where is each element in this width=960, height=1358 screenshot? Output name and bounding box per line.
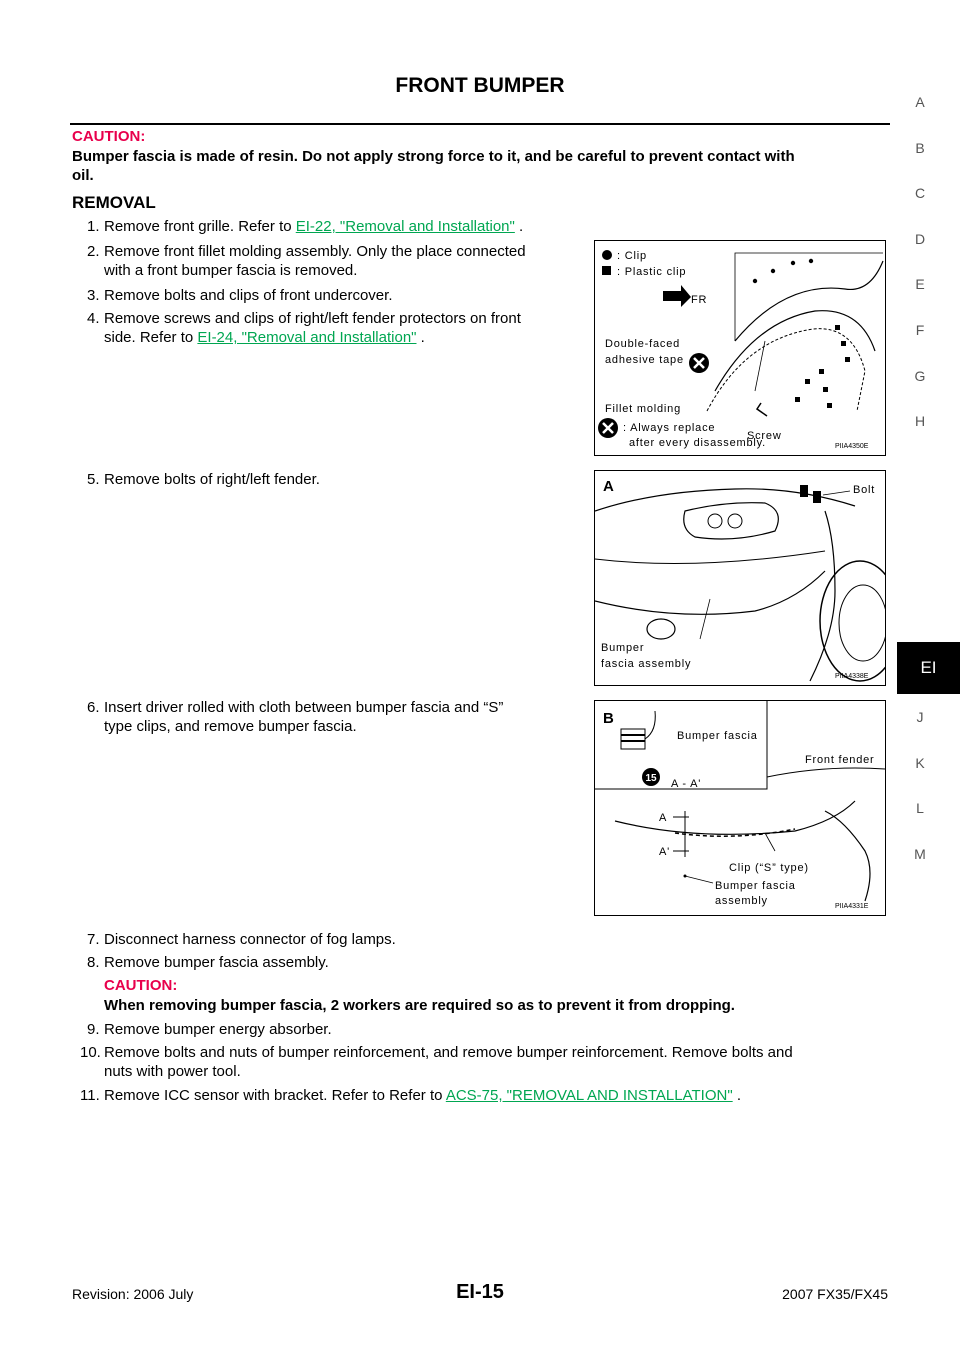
fillet-label: Fillet molding [605, 403, 682, 415]
bumper-outline [595, 571, 825, 614]
figure-id: PIIA4338E [835, 673, 869, 680]
figure-id: PIIA4331E [835, 903, 869, 910]
step-number: 2. [87, 243, 100, 260]
fender-label: Front fender [805, 754, 875, 766]
bolt-label: Bolt [853, 484, 876, 496]
step-number: 11. [80, 1087, 100, 1104]
bumper-label-line2: fascia assembly [601, 658, 692, 670]
screw-label: Screw [747, 430, 782, 442]
step-text: Remove bumper fascia assembly. [104, 954, 329, 971]
sidebar-tab-d[interactable]: D [914, 231, 926, 247]
ref-link-acs-75[interactable]: ACS-75, "REMOVAL AND INSTALLATION" [445, 1087, 733, 1104]
step-8 [87, 953, 787, 973]
figure-s-type-clips [594, 700, 886, 916]
sidebar-tab-ei[interactable]: EI [897, 642, 960, 694]
step-text: Disconnect harness connector of fog lamps. [104, 931, 396, 948]
step-3 [87, 286, 587, 306]
step-text-end: . [416, 329, 425, 346]
figure-letter: A [603, 478, 614, 495]
step-6 [87, 698, 587, 738]
sidebar-tab-j[interactable]: J [916, 709, 924, 725]
step-5 [87, 470, 567, 490]
wheel-arch [715, 311, 875, 391]
section-a: A [659, 812, 668, 824]
sidebar-tab-k[interactable]: K [915, 755, 925, 771]
step-text-end: . [514, 218, 524, 235]
section-a-prime: A' [659, 846, 671, 858]
caution-label: CAUTION: [104, 977, 178, 994]
step-number: 3. [87, 287, 100, 304]
wheel [820, 561, 885, 681]
step-text: side. Refer to [104, 329, 198, 346]
assembly-label-line2: assembly [715, 895, 768, 907]
caution-label: CAUTION: [72, 128, 146, 145]
step-number: 4. [87, 310, 100, 327]
step-text: Remove front fillet molding assembly. Only the place connected [104, 243, 526, 260]
torque-number: 15 [645, 773, 657, 784]
step-number: 8. [87, 954, 100, 971]
fr-label: FR [691, 294, 708, 306]
step-text: Remove bolts of right/left fender. [104, 471, 320, 488]
sidebar-tab-e[interactable]: E [915, 276, 925, 292]
sidebar-tab-g[interactable]: G [914, 368, 926, 384]
replace-label-line2: after every disassembly. [629, 437, 766, 449]
step-text: with a front bumper fascia is removed. [104, 262, 358, 279]
arrow-icon [663, 285, 691, 307]
figure-id: PIIA4350E [835, 443, 869, 450]
replace-label-line1: : Always replace [623, 422, 716, 434]
sidebar-tab-m[interactable]: M [914, 846, 926, 862]
step-9 [87, 1020, 787, 1040]
step-text-end: . [732, 1087, 741, 1104]
step-text: Remove bolts and clips of front undercover. [104, 287, 393, 304]
step-1 [87, 217, 587, 237]
footer-model: 2007 FX35/FX45 [782, 1286, 888, 1302]
bolt-icon [813, 491, 821, 503]
step-11 [80, 1086, 895, 1106]
caution-text-line2: oil. [72, 167, 94, 184]
page-number: EI-15 [456, 1281, 504, 1303]
step-text: nuts with power tool. [104, 1063, 241, 1080]
fog-lamp [647, 619, 675, 639]
legend-plastic-clip: : Plastic clip [617, 266, 687, 278]
ref-link-ei-24[interactable]: EI-24, "Removal and Installation" [197, 329, 417, 346]
step-number: 9. [87, 1021, 100, 1038]
step-text: Insert driver rolled with cloth between bumper fascia and “S” [104, 699, 504, 716]
bumper-label-line1: Bumper [601, 642, 645, 654]
sidebar-tab-c[interactable]: C [914, 185, 926, 201]
caution-text-line1: Bumper fascia is made of resin. Do not apply strong force to it, and be careful to prevent contact with [72, 148, 795, 165]
legend-clip: : Clip [617, 250, 647, 262]
step-number: 7. [87, 931, 100, 948]
step-text: Remove ICC sensor with bracket. Refer to Refer to [104, 1087, 446, 1104]
ref-link-ei-22[interactable]: EI-22, "Removal and Installation" [295, 218, 515, 235]
step-text: type clips, and remove bumper fascia. [104, 718, 357, 735]
step-4 [87, 309, 587, 349]
plastic-clip-icon [602, 266, 611, 275]
assembly-label-line1: Bumper fascia [715, 880, 796, 892]
headlamp [684, 503, 779, 539]
sidebar-tab-b[interactable]: B [915, 140, 925, 156]
step-text: Remove bumper energy absorber. [104, 1021, 332, 1038]
clip-icon [602, 250, 612, 260]
tape-label-line1: Double-faced [605, 338, 681, 350]
section-heading: REMOVAL [72, 193, 156, 212]
sidebar-tab-f[interactable]: F [915, 322, 925, 338]
bolt-icon [800, 485, 808, 497]
page-title: FRONT BUMPER [395, 74, 565, 97]
figure-fender-bolts [594, 470, 886, 686]
fender-outline [735, 261, 883, 341]
step-number: 1. [87, 218, 100, 235]
section-label: A - A' [671, 778, 702, 790]
step-10 [80, 1043, 895, 1083]
step-2 [87, 242, 587, 282]
step-text: Remove front grille. Refer to [104, 218, 296, 235]
sidebar-tab-l[interactable]: L [916, 800, 924, 816]
tape-label-line2: adhesive tape [605, 354, 684, 366]
figure-letter: B [603, 710, 614, 727]
step-number: 5. [87, 471, 100, 488]
step-number: 10. [80, 1044, 101, 1061]
step-7 [87, 930, 787, 950]
sidebar-tab-a[interactable]: A [915, 94, 925, 110]
step-text: Remove bolts and nuts of bumper reinforcement, and remove bumper reinforcement. Remove bolts and [104, 1044, 793, 1061]
bumper-edge [615, 801, 855, 834]
step-number: 6. [87, 699, 100, 716]
screw-icon [757, 403, 767, 416]
footer-revision: Revision: 2006 July [72, 1286, 194, 1302]
figure-fillet-molding [594, 240, 886, 456]
fascia-label: Bumper fascia [677, 730, 758, 742]
header-rule [70, 123, 890, 125]
caution-text: When removing bumper fascia, 2 workers are required so as to prevent it from dropping. [104, 997, 735, 1014]
step-text: Remove screws and clips of right/left fender protectors on front [104, 310, 521, 327]
clip-label: Clip (“S” type) [729, 862, 809, 874]
sidebar-tab-h[interactable]: H [914, 413, 926, 429]
